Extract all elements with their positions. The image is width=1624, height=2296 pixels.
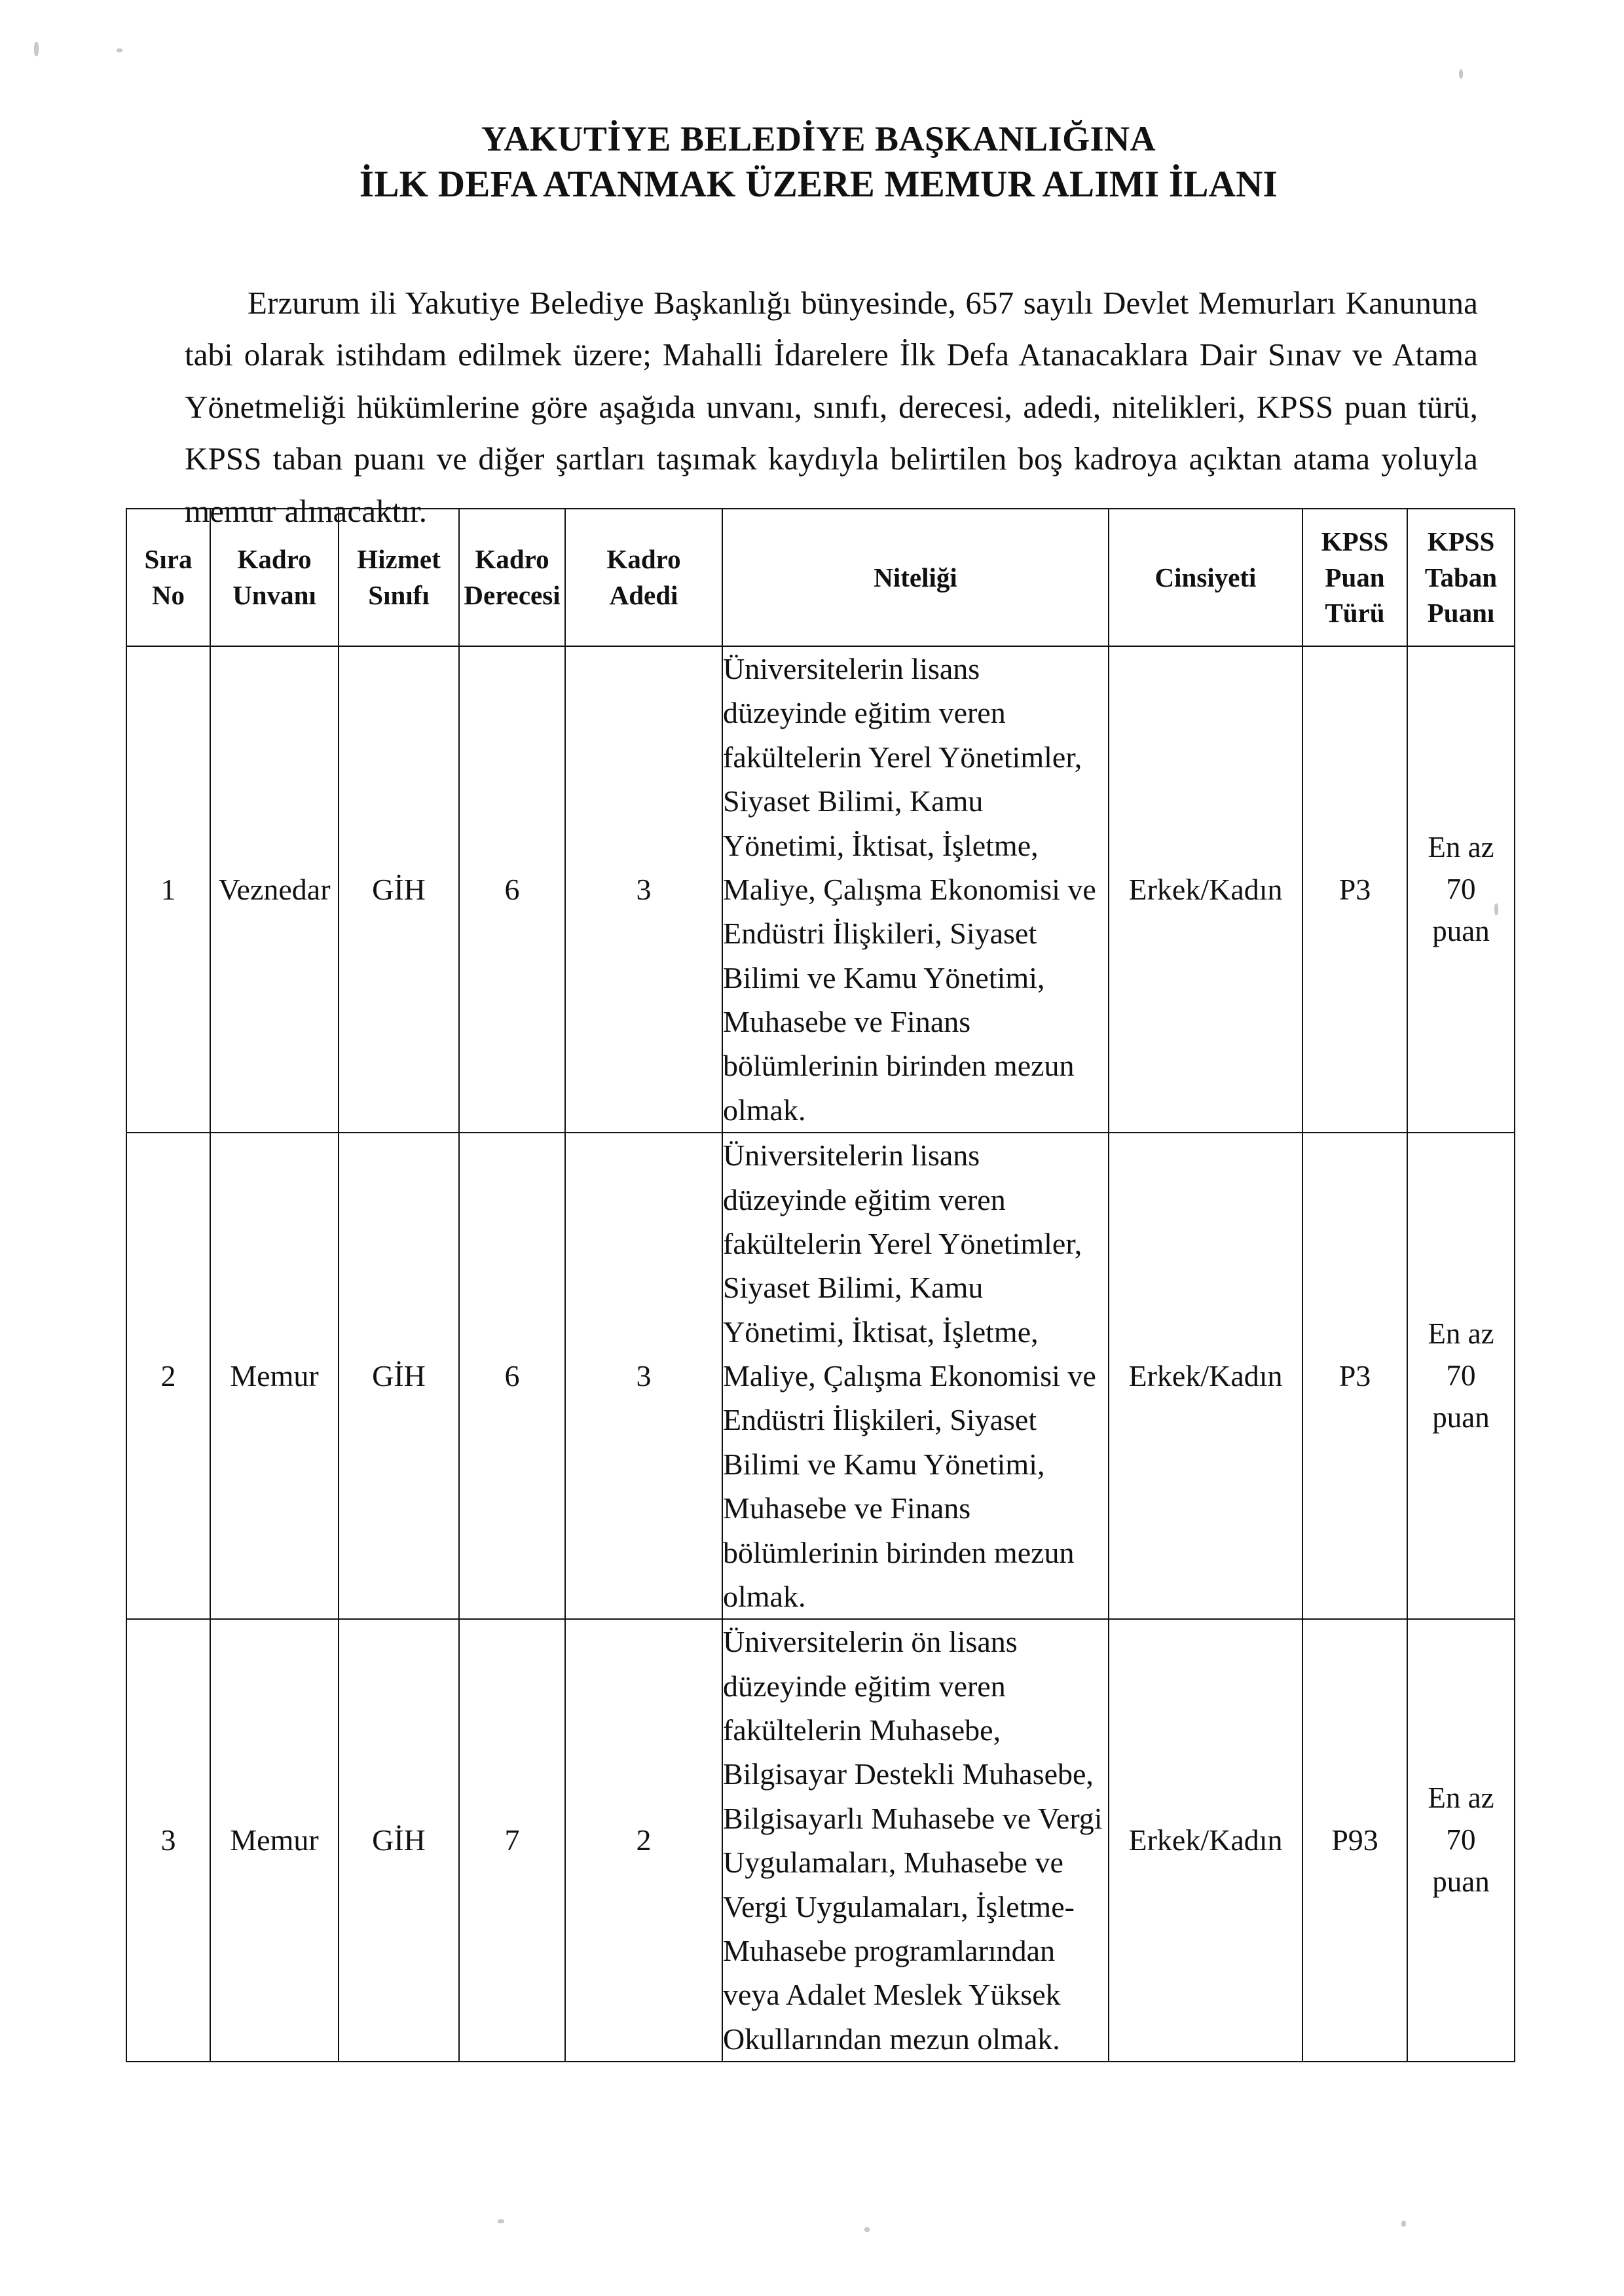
header-line: Sıra [144, 544, 193, 575]
cell-kadro-unvani: Memur [210, 1619, 339, 2062]
kadro-table [126, 508, 1515, 2062]
cell-cinsiyeti: Erkek/Kadın [1109, 1619, 1302, 2062]
cell-sira-no: 2 [126, 1133, 210, 1619]
scan-artifact [117, 48, 122, 52]
cell-niteligi: Üniversitelerin lisans düzeyinde eğitim veren fakültelerin Yerel Yönetimler, Siyaset Bilimi, Kamu Yönetimi, İktisat, İşletme, Maliye, Çalışma Ekonomisi ve Endüstri İlişkileri, Siyaset Bilimi ve Kamu Yönetimi, Muhasebe ve Finans bölümlerinin birinden mezun olmak. [722, 646, 1109, 1133]
cell-hizmet-sinifi: GİH [339, 646, 459, 1133]
column-header-niteligi: Niteliği [722, 509, 1109, 646]
cell-kpss-taban-puani [1407, 1133, 1515, 1619]
intro-paragraph: Erzurum ili Yakutiye Belediye Başkanlığı bünyesinde, 657 sayılı Devlet Memurları Kanununa tabi olarak istihdam edilmek üzere; Mahalli İdarelere İlk Defa Atanacaklara Dair Sınav ve Atama Yönetmeliği hükümlerine göre aşağıda unvanı, sınıfı, derecesi, adedi, nitelikleri, KPSS puan türü, KPSS taban puanı ve diğer şartları taşımak kaydıyla belirtilen boş kadroya açıktan atama yoluyla memur alınacaktır. [185, 285, 1478, 529]
column-header-kpss-taban-puani [1407, 509, 1515, 646]
taban-line: 70 [1446, 1358, 1476, 1392]
header-line: Puanı [1427, 598, 1495, 629]
cell-kpss-puan-turu: P93 [1302, 1619, 1407, 2062]
header-line: KPSS [1427, 526, 1495, 556]
header-line: Adedi [609, 580, 678, 610]
scan-artifact [34, 42, 39, 56]
table-row [126, 646, 1515, 1133]
cell-sira-no: 1 [126, 646, 210, 1133]
cell-cinsiyeti: Erkek/Kadın [1109, 1133, 1302, 1619]
header-line: Kadro [475, 544, 549, 575]
cell-kadro-unvani: Memur [210, 1133, 339, 1619]
taban-line: 70 [1446, 1823, 1476, 1857]
cell-kadro-derecesi: 6 [459, 1133, 565, 1619]
cell-hizmet-sinifi: GİH [339, 1619, 459, 2062]
cell-kpss-puan-turu: P3 [1302, 1133, 1407, 1619]
cell-kadro-unvani: Veznedar [210, 646, 339, 1133]
header-line: No [151, 580, 185, 610]
taban-line: puan [1432, 1865, 1490, 1899]
table-header-row [126, 509, 1515, 646]
header-line: Taban [1424, 562, 1498, 592]
cell-kadro-derecesi: 6 [459, 646, 565, 1133]
column-header-cinsiyeti: Cinsiyeti [1109, 509, 1302, 646]
table-row [126, 1133, 1515, 1619]
taban-line: 70 [1446, 872, 1476, 905]
cell-kadro-adedi: 2 [565, 1619, 722, 2062]
header-line: Kadro [237, 544, 312, 575]
scan-artifact [1401, 2221, 1406, 2227]
cell-kadro-adedi: 3 [565, 1133, 722, 1619]
cell-kpss-taban-puani [1407, 646, 1515, 1133]
cell-kadro-derecesi: 7 [459, 1619, 565, 2062]
scan-artifact [498, 2219, 504, 2223]
header-line: Türü [1325, 598, 1385, 629]
cell-kpss-taban-puani [1407, 1619, 1515, 2062]
scan-artifact [864, 2227, 870, 2232]
header-line: Hizmet [357, 544, 441, 575]
header-line: Derecesi [464, 580, 561, 610]
page-title-line-1: YAKUTİYE BELEDİYE BAŞKANLIĞINA [481, 119, 1156, 158]
column-header-sira-no [126, 509, 210, 646]
header-line: KPSS [1321, 526, 1389, 556]
page-title-line-2: İLK DEFA ATANMAK ÜZERE MEMUR ALIMI İLANI [359, 163, 1278, 205]
header-line: Unvanı [232, 580, 316, 610]
taban-line: En az [1428, 830, 1494, 864]
column-header-kadro-derecesi [459, 509, 565, 646]
document-heading [124, 118, 1513, 208]
header-line: Puan [1325, 562, 1385, 592]
taban-line: En az [1428, 1781, 1494, 1815]
cell-cinsiyeti: Erkek/Kadın [1109, 646, 1302, 1133]
taban-line: puan [1432, 1400, 1490, 1434]
taban-line: puan [1432, 914, 1490, 947]
cell-sira-no: 3 [126, 1619, 210, 2062]
cell-kadro-adedi: 3 [565, 646, 722, 1133]
column-header-hizmet-sinifi [339, 509, 459, 646]
taban-line: En az [1428, 1317, 1494, 1350]
column-header-kadro-adedi [565, 509, 722, 646]
cell-niteligi: Üniversitelerin lisans düzeyinde eğitim veren fakültelerin Yerel Yönetimler, Siyaset Bilimi, Kamu Yönetimi, İktisat, İşletme, Maliye, Çalışma Ekonomisi ve Endüstri İlişkileri, Siyaset Bilimi ve Kamu Yönetimi, Muhasebe ve Finans bölümlerinin birinden mezun olmak. [722, 1133, 1109, 1619]
table-row [126, 1619, 1515, 2062]
cell-niteligi: Üniversitelerin ön lisans düzeyinde eğitim veren fakültelerin Muhasebe, Bilgisayar Destekli Muhasebe, Bilgisayarlı Muhasebe ve Vergi Uygulamaları, Muhasebe ve Vergi Uygulamaları, İşletme- Muhasebe programlarından veya Adalet Meslek Yüksek Okullarından mezun olmak. [722, 1619, 1109, 2062]
cell-kpss-puan-turu: P3 [1302, 646, 1407, 1133]
header-line: Kadro [606, 544, 681, 575]
column-header-kadro-unvani [210, 509, 339, 646]
header-line: Sınıfı [368, 580, 430, 610]
column-header-kpss-puan-turu [1302, 509, 1407, 646]
cell-hizmet-sinifi: GİH [339, 1133, 459, 1619]
scan-artifact [1459, 69, 1463, 79]
